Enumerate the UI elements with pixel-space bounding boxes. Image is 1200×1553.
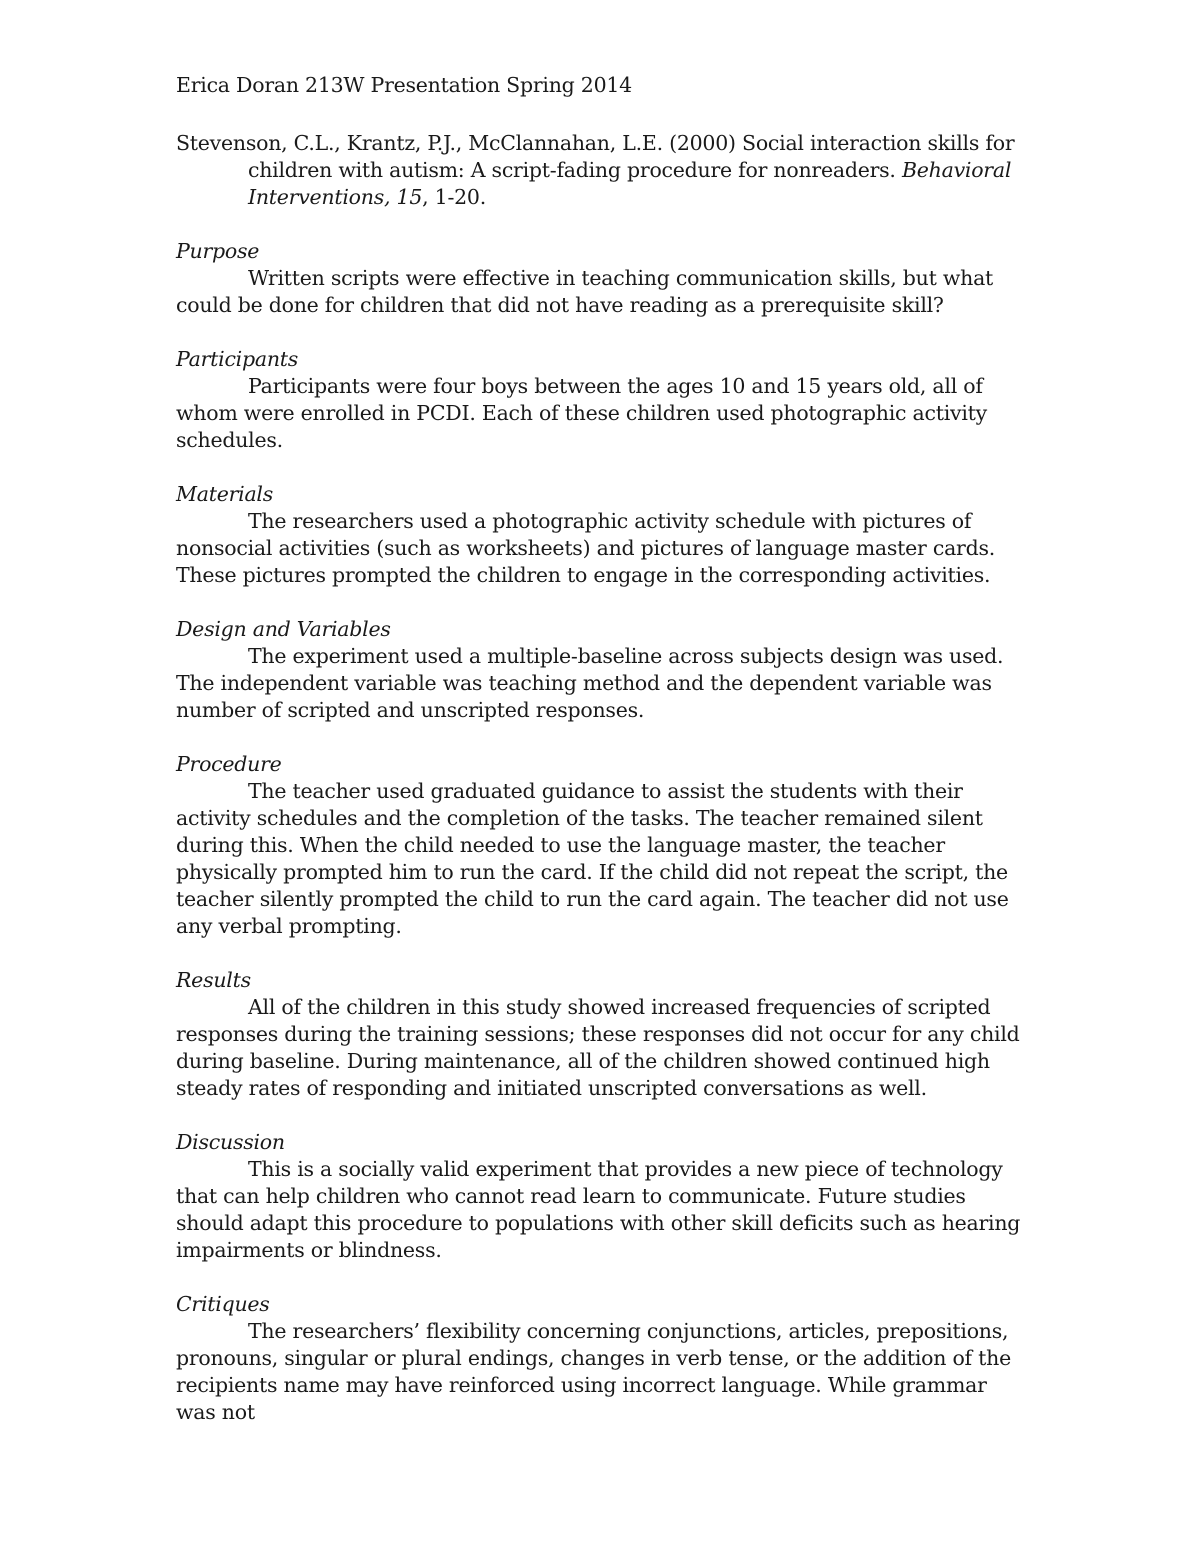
section-discussion — [176, 1129, 1028, 1264]
section-results — [176, 967, 1028, 1102]
section-body: Participants were four boys between the ages 10 and 15 years old, all of whom were enrolled in PCDI. Each of these children used photographic activity schedules. — [176, 374, 987, 452]
section-heading: Design and Variables — [176, 617, 391, 641]
section-procedure — [176, 751, 1028, 940]
section-design-and-variables — [176, 616, 1028, 724]
section-body: All of the children in this study showed increased frequencies of scripted responses during the training sessions; these responses did not occur for any child during baseline. During maintenance, all of the children showed continued high steady rates of responding and initiated unscripted conversations as well. — [176, 995, 1020, 1100]
document-title: Erica Doran 213W Presentation Spring 2014 — [176, 73, 632, 97]
section-heading: Participants — [176, 347, 299, 371]
section-purpose — [176, 238, 1028, 319]
section-heading: Procedure — [176, 752, 282, 776]
citation-text: Stevenson, C.L., Krantz, P.J., McClannahan, L.E. (2000) Social interaction skills for children with autism: A script-fading procedure for nonreaders. — [176, 131, 1015, 182]
section-heading: Purpose — [176, 239, 260, 263]
citation-pages: , 1-20. — [422, 185, 486, 209]
section-heading: Materials — [176, 482, 273, 506]
section-body: The researchers’ flexibility concerning conjunctions, articles, prepositions, pronouns, singular or plural endings, changes in verb tense, or the addition of the recipients name may have reinforced using incorrect language. While grammar was not — [176, 1319, 1011, 1424]
section-heading: Critiques — [176, 1292, 270, 1316]
citation — [176, 130, 1028, 211]
section-heading: Results — [176, 968, 251, 992]
section-materials — [176, 481, 1028, 589]
section-critiques — [176, 1291, 1028, 1426]
citation-journal: Behavioral Interventions, 15 — [248, 158, 1012, 209]
section-participants — [176, 346, 1028, 454]
section-body: Written scripts were effective in teaching communication skills, but what could be done for children that did not have reading as a prerequisite skill? — [176, 266, 994, 317]
section-body: The teacher used graduated guidance to assist the students with their activity schedules and the completion of the tasks. The teacher remained silent during this. When the child needed to use the language master, the teacher physically prompted him to run the card. If the child did not repeat the script, the teacher silently prompted the child to run the card again. The teacher did not use any verbal prompting. — [176, 779, 1009, 938]
section-body: This is a socially valid experiment that provides a new piece of technology that can help children who cannot read learn to communicate. Future studies should adapt this procedure to populations with other skill deficits such as hearing impairments or blindness. — [176, 1157, 1021, 1262]
section-body: The experiment used a multiple-baseline across subjects design was used. The independent variable was teaching method and the dependent variable was number of scripted and unscripted responses. — [176, 644, 1004, 722]
section-heading: Discussion — [176, 1130, 285, 1154]
section-body: The researchers used a photographic activity schedule with pictures of nonsocial activities (such as worksheets) and pictures of language master cards. These pictures prompted the children to engage in the corresponding activities. — [176, 509, 995, 587]
